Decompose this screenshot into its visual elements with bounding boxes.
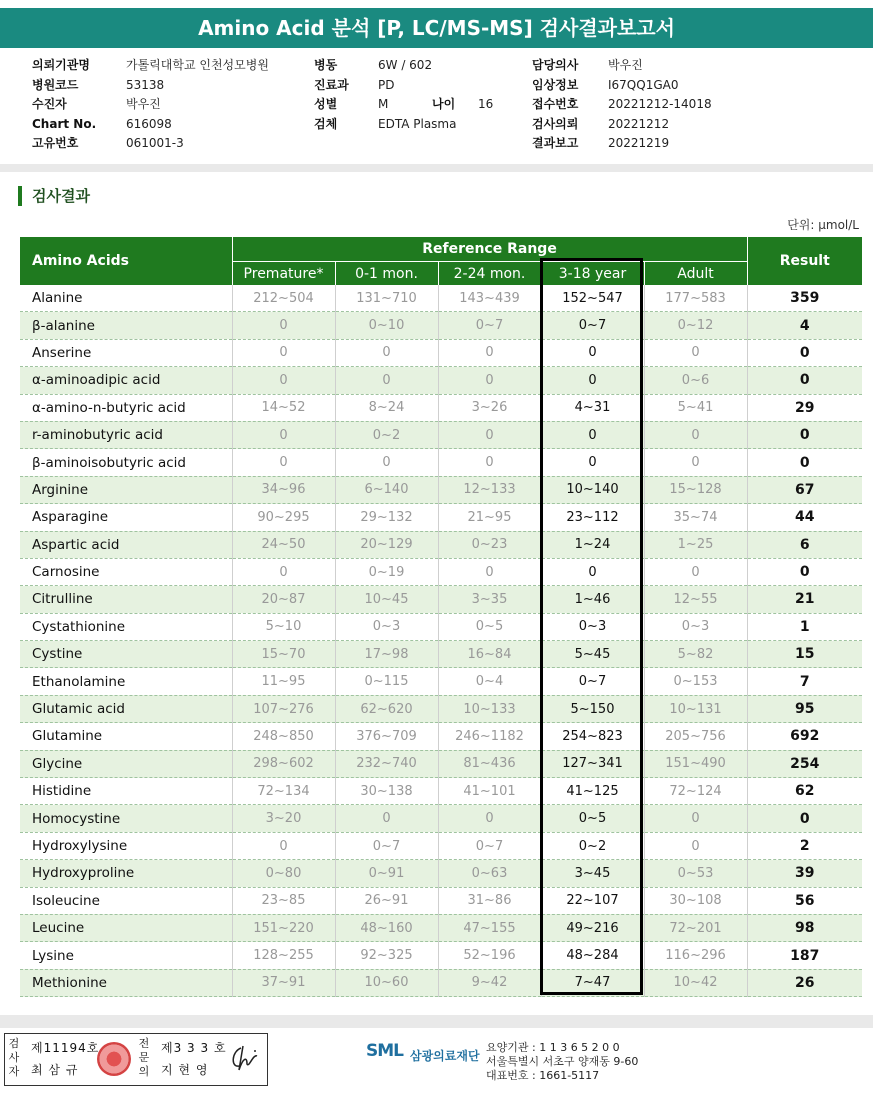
reference-range-cell: 62~620 <box>335 695 438 722</box>
info-value: 20221212-14018 <box>608 97 712 111</box>
header-2-24-mon: 2-24 mon. <box>438 262 541 286</box>
reference-range-cell: 0~3 <box>541 613 644 640</box>
reference-range-cell: 0 <box>438 421 541 448</box>
signature-icon <box>227 1042 263 1074</box>
info-key: 의뢰기관명 <box>32 58 90 72</box>
logo-org: 삼광의료재단 <box>410 1049 480 1063</box>
header-amino-acids: Amino Acids <box>20 237 232 285</box>
reference-range-cell: 0~4 <box>438 668 541 695</box>
reference-range-cell: 3~35 <box>438 586 541 613</box>
reference-range-cell: 0~7 <box>541 312 644 339</box>
reference-range-cell: 41~101 <box>438 778 541 805</box>
info-value: I67QQ1GA0 <box>608 77 679 92</box>
reference-range-cell: 0~5 <box>438 613 541 640</box>
info-key: 나이 <box>432 97 456 111</box>
specialist-name: 지 현 영 <box>161 1063 209 1077</box>
reference-range-cell: 37~91 <box>232 969 335 996</box>
reference-range-cell: 12~55 <box>644 586 747 613</box>
result-cell: 0 <box>747 805 862 832</box>
result-cell: 254 <box>747 750 862 777</box>
reference-range-cell: 26~91 <box>335 887 438 914</box>
info-value: 박우진 <box>608 58 643 72</box>
reference-range-cell: 0 <box>438 367 541 394</box>
reference-range-cell: 205~756 <box>644 723 747 750</box>
specialist-number: 제3 3 3 호 <box>161 1041 227 1055</box>
header-3-18-year: 3-18 year <box>541 262 644 286</box>
result-cell: 7 <box>747 668 862 695</box>
reference-range-cell: 248~850 <box>232 723 335 750</box>
reference-range-cell: 14~52 <box>232 394 335 421</box>
header-result: Result <box>747 237 862 285</box>
header-premature: Premature* <box>232 262 335 286</box>
amino-acid-name: Aspartic acid <box>20 531 232 558</box>
amino-acid-name: Cystathionine <box>20 613 232 640</box>
info-value: 20221219 <box>608 136 670 150</box>
info-row <box>32 56 269 76</box>
reference-range-cell: 23~85 <box>232 887 335 914</box>
reference-range-cell: 131~710 <box>335 285 438 312</box>
info-key: 성별 <box>314 97 338 111</box>
reference-range-cell: 16~84 <box>438 641 541 668</box>
result-cell: 67 <box>747 476 862 503</box>
reference-range-cell: 1~46 <box>541 586 644 613</box>
reference-range-cell: 0 <box>541 449 644 476</box>
reference-range-cell: 47~155 <box>438 914 541 941</box>
reference-range-cell: 107~276 <box>232 695 335 722</box>
amino-acid-name: Carnosine <box>20 558 232 585</box>
info-value: 20221212 <box>608 116 670 131</box>
info-row <box>532 56 712 76</box>
report-title: Amino Acid 분석 [P, LC/MS-MS] 검사결과보고서 <box>0 8 873 48</box>
reference-range-cell: 22~107 <box>541 887 644 914</box>
table-row <box>20 613 862 640</box>
result-cell: 56 <box>747 887 862 914</box>
info-key: Chart No. <box>32 116 97 131</box>
table-row <box>20 832 862 859</box>
address-line: 서울특별시 서초구 양재동 9-60 <box>486 1055 639 1068</box>
reference-range-cell: 0 <box>541 558 644 585</box>
divider-band <box>0 164 873 172</box>
reference-range-cell: 0 <box>438 558 541 585</box>
unit-label: 단위: μmol/L <box>787 218 859 232</box>
table-row <box>20 668 862 695</box>
reference-range-cell: 0~7 <box>335 832 438 859</box>
reference-range-cell: 41~125 <box>541 778 644 805</box>
info-row <box>314 76 493 96</box>
info-col-2 <box>314 56 493 134</box>
reference-range-cell: 0 <box>541 339 644 366</box>
reference-range-cell: 0~3 <box>335 613 438 640</box>
amino-acid-name: Alanine <box>20 285 232 312</box>
reference-range-cell: 0~7 <box>541 668 644 695</box>
reference-range-cell: 20~87 <box>232 586 335 613</box>
reference-range-cell: 0~7 <box>438 832 541 859</box>
table-row <box>20 914 862 941</box>
reference-range-cell: 0 <box>644 339 747 366</box>
amino-acid-name: α-aminoadipic acid <box>20 367 232 394</box>
info-key: 수진자 <box>32 97 67 111</box>
amino-acid-name: Isoleucine <box>20 887 232 914</box>
amino-acid-name: α-amino-n-butyric acid <box>20 394 232 421</box>
table-row <box>20 285 862 312</box>
info-value: EDTA Plasma <box>378 116 457 131</box>
reference-range-cell: 254~823 <box>541 723 644 750</box>
info-row <box>32 134 269 154</box>
reference-range-cell: 0 <box>644 832 747 859</box>
reference-range-cell: 0 <box>335 805 438 832</box>
info-col-1 <box>32 56 269 154</box>
reference-range-cell: 72~201 <box>644 914 747 941</box>
result-cell: 15 <box>747 641 862 668</box>
table-row <box>20 367 862 394</box>
result-cell: 0 <box>747 367 862 394</box>
reference-range-cell: 81~436 <box>438 750 541 777</box>
reference-range-cell: 7~47 <box>541 969 644 996</box>
info-value: 53138 <box>126 77 165 92</box>
reference-range-cell: 5~82 <box>644 641 747 668</box>
reference-range-cell: 0~7 <box>438 312 541 339</box>
footer-band <box>0 1015 873 1028</box>
info-value: M <box>378 97 389 111</box>
results-table <box>20 237 862 997</box>
amino-acid-name: Cystine <box>20 641 232 668</box>
info-value: 6W / 602 <box>378 58 433 72</box>
table-row <box>20 723 862 750</box>
info-row <box>532 76 712 96</box>
reference-range-cell: 3~26 <box>438 394 541 421</box>
table-row <box>20 558 862 585</box>
info-value: 061001-3 <box>126 136 184 150</box>
result-cell: 0 <box>747 339 862 366</box>
table-row <box>20 312 862 339</box>
reference-range-cell: 5~150 <box>541 695 644 722</box>
reference-range-cell: 72~134 <box>232 778 335 805</box>
reference-range-cell: 0 <box>644 805 747 832</box>
info-row <box>314 95 493 115</box>
reference-range-cell: 128~255 <box>232 942 335 969</box>
amino-acid-name: Citrulline <box>20 586 232 613</box>
reference-range-cell: 376~709 <box>335 723 438 750</box>
reference-range-cell: 232~740 <box>335 750 438 777</box>
info-row <box>532 134 712 154</box>
info-key: 검체 <box>314 116 338 131</box>
reference-range-cell: 21~95 <box>438 504 541 531</box>
reference-range-cell: 0 <box>541 367 644 394</box>
reference-range-cell: 35~74 <box>644 504 747 531</box>
reference-range-cell: 10~131 <box>644 695 747 722</box>
table-row <box>20 805 862 832</box>
table-row <box>20 969 862 996</box>
amino-acid-name: Hydroxyproline <box>20 860 232 887</box>
info-value: 박우진 <box>126 97 161 111</box>
reference-range-cell: 10~140 <box>541 476 644 503</box>
result-cell: 62 <box>747 778 862 805</box>
table-row <box>20 942 862 969</box>
table-row <box>20 394 862 421</box>
tester-name: 최 삼 규 <box>31 1063 79 1077</box>
result-cell: 21 <box>747 586 862 613</box>
tester-seal-icon <box>97 1042 131 1076</box>
amino-acid-name: β-alanine <box>20 312 232 339</box>
reference-range-cell: 29~132 <box>335 504 438 531</box>
reference-range-cell: 0 <box>232 832 335 859</box>
reference-range-cell: 0 <box>438 449 541 476</box>
reference-range-cell: 10~60 <box>335 969 438 996</box>
reference-range-cell: 23~112 <box>541 504 644 531</box>
table-row <box>20 641 862 668</box>
info-key: 병원코드 <box>32 77 79 92</box>
info-key: 임상정보 <box>532 77 579 92</box>
result-cell: 0 <box>747 421 862 448</box>
amino-acid-name: Anserine <box>20 339 232 366</box>
reference-range-cell: 4~31 <box>541 394 644 421</box>
amino-acid-name: Hydroxylysine <box>20 832 232 859</box>
info-row <box>314 115 493 135</box>
reference-range-cell: 0 <box>232 312 335 339</box>
reference-range-cell: 0~19 <box>335 558 438 585</box>
amino-acid-name: Histidine <box>20 778 232 805</box>
info-row <box>314 56 493 76</box>
signature-box <box>4 1033 268 1086</box>
amino-acid-name: r-aminobutyric acid <box>20 421 232 448</box>
table-row <box>20 750 862 777</box>
reference-range-cell: 11~95 <box>232 668 335 695</box>
reference-range-cell: 0~5 <box>541 805 644 832</box>
reference-range-cell: 3~20 <box>232 805 335 832</box>
result-cell: 692 <box>747 723 862 750</box>
reference-range-cell: 10~42 <box>644 969 747 996</box>
table-row <box>20 476 862 503</box>
address-block <box>486 1041 638 1083</box>
amino-acid-name: Asparagine <box>20 504 232 531</box>
info-key: 검사의뢰 <box>532 116 579 131</box>
reference-range-cell: 49~216 <box>541 914 644 941</box>
amino-acid-name: Methionine <box>20 969 232 996</box>
reference-range-cell: 48~160 <box>335 914 438 941</box>
reference-range-cell: 143~439 <box>438 285 541 312</box>
reference-range-cell: 298~602 <box>232 750 335 777</box>
reference-range-cell: 0~6 <box>644 367 747 394</box>
result-cell: 26 <box>747 969 862 996</box>
reference-range-cell: 12~133 <box>438 476 541 503</box>
reference-range-cell: 152~547 <box>541 285 644 312</box>
reference-range-cell: 72~124 <box>644 778 747 805</box>
reference-range-cell: 0 <box>438 339 541 366</box>
reference-range-cell: 151~220 <box>232 914 335 941</box>
info-row <box>532 115 712 135</box>
specialist-label: 전문의 <box>138 1037 150 1078</box>
table-row <box>20 887 862 914</box>
table-row <box>20 504 862 531</box>
table-row <box>20 421 862 448</box>
result-cell: 187 <box>747 942 862 969</box>
reference-range-cell: 34~96 <box>232 476 335 503</box>
header-reference-range: Reference Range <box>232 237 747 262</box>
address-line: 요양기관 : 1 1 3 6 5 2 0 0 <box>486 1041 620 1054</box>
result-cell: 39 <box>747 860 862 887</box>
reference-range-cell: 9~42 <box>438 969 541 996</box>
amino-acid-name: Lysine <box>20 942 232 969</box>
info-key: 고유번호 <box>32 136 79 150</box>
reference-range-cell: 0~10 <box>335 312 438 339</box>
reference-range-cell: 5~41 <box>644 394 747 421</box>
result-cell: 95 <box>747 695 862 722</box>
table-row <box>20 586 862 613</box>
reference-range-cell: 0 <box>644 449 747 476</box>
reference-range-cell: 0 <box>335 367 438 394</box>
result-cell: 1 <box>747 613 862 640</box>
amino-acid-name: Glutamic acid <box>20 695 232 722</box>
reference-range-cell: 0~91 <box>335 860 438 887</box>
reference-range-cell: 127~341 <box>541 750 644 777</box>
table-row <box>20 695 862 722</box>
reference-range-cell: 0~2 <box>541 832 644 859</box>
reference-range-cell: 5~45 <box>541 641 644 668</box>
reference-range-cell: 30~138 <box>335 778 438 805</box>
amino-acid-name: Glutamine <box>20 723 232 750</box>
reference-range-cell: 24~50 <box>232 531 335 558</box>
reference-range-cell: 10~133 <box>438 695 541 722</box>
reference-range-cell: 0 <box>232 339 335 366</box>
header-adult: Adult <box>644 262 747 286</box>
info-row <box>32 115 269 135</box>
reference-range-cell: 0~115 <box>335 668 438 695</box>
table-row <box>20 531 862 558</box>
table-row <box>20 449 862 476</box>
info-key: 결과보고 <box>532 136 579 150</box>
reference-range-cell: 3~45 <box>541 860 644 887</box>
info-row <box>32 76 269 96</box>
reference-range-cell: 0 <box>644 558 747 585</box>
amino-acid-name: Glycine <box>20 750 232 777</box>
reference-range-cell: 151~490 <box>644 750 747 777</box>
reference-range-cell: 6~140 <box>335 476 438 503</box>
reference-range-cell: 0~3 <box>644 613 747 640</box>
info-col-3 <box>532 56 712 154</box>
reference-range-cell: 246~1182 <box>438 723 541 750</box>
amino-acid-name: β-aminoisobutyric acid <box>20 449 232 476</box>
amino-acid-name: Arginine <box>20 476 232 503</box>
header-0-1-mon: 0-1 mon. <box>335 262 438 286</box>
reference-range-cell: 20~129 <box>335 531 438 558</box>
section-title: 검사결과 <box>18 186 90 206</box>
result-cell: 2 <box>747 832 862 859</box>
reference-range-cell: 0~153 <box>644 668 747 695</box>
address-line: 대표번호 : 1661-5117 <box>486 1069 600 1082</box>
reference-range-cell: 31~86 <box>438 887 541 914</box>
info-value: 가톨릭대학교 인천성모병원 <box>126 58 269 72</box>
info-row <box>532 95 712 115</box>
reference-range-cell: 5~10 <box>232 613 335 640</box>
info-key: 담당의사 <box>532 58 579 72</box>
reference-range-cell: 1~25 <box>644 531 747 558</box>
tester-number: 제11194호 <box>31 1041 100 1055</box>
table-row <box>20 778 862 805</box>
result-cell: 98 <box>747 914 862 941</box>
reference-range-cell: 0 <box>232 367 335 394</box>
result-cell: 29 <box>747 394 862 421</box>
result-cell: 44 <box>747 504 862 531</box>
reference-range-cell: 0 <box>232 421 335 448</box>
reference-range-cell: 52~196 <box>438 942 541 969</box>
reference-range-cell: 92~325 <box>335 942 438 969</box>
info-value: 616098 <box>126 116 172 131</box>
reference-range-cell: 0 <box>232 558 335 585</box>
reference-range-cell: 15~70 <box>232 641 335 668</box>
info-key: 진료과 <box>314 77 349 92</box>
amino-acid-name: Leucine <box>20 914 232 941</box>
tester-label: 검사자 <box>8 1037 20 1078</box>
reference-range-cell: 1~24 <box>541 531 644 558</box>
result-cell: 0 <box>747 449 862 476</box>
reference-range-cell: 0 <box>335 339 438 366</box>
info-row <box>32 95 269 115</box>
reference-range-cell: 0~80 <box>232 860 335 887</box>
reference-range-cell: 30~108 <box>644 887 747 914</box>
reference-range-cell: 0~12 <box>644 312 747 339</box>
reference-range-cell: 48~284 <box>541 942 644 969</box>
reference-range-cell: 0~23 <box>438 531 541 558</box>
reference-range-cell: 116~296 <box>644 942 747 969</box>
reference-range-cell: 0 <box>438 805 541 832</box>
amino-acid-name: Homocystine <box>20 805 232 832</box>
result-cell: 359 <box>747 285 862 312</box>
reference-range-cell: 10~45 <box>335 586 438 613</box>
table-row <box>20 339 862 366</box>
reference-range-cell: 90~295 <box>232 504 335 531</box>
reference-range-cell: 0 <box>232 449 335 476</box>
logo-mark: SML <box>366 1041 403 1061</box>
reference-range-cell: 0 <box>335 449 438 476</box>
info-value: 16 <box>478 97 494 111</box>
reference-range-cell: 0~63 <box>438 860 541 887</box>
reference-range-cell: 212~504 <box>232 285 335 312</box>
result-cell: 4 <box>747 312 862 339</box>
info-value: PD <box>378 77 395 92</box>
info-key: 접수번호 <box>532 97 579 111</box>
reference-range-cell: 15~128 <box>644 476 747 503</box>
result-cell: 6 <box>747 531 862 558</box>
reference-range-cell: 8~24 <box>335 394 438 421</box>
table-row <box>20 860 862 887</box>
reference-range-cell: 0 <box>541 421 644 448</box>
sml-logo <box>366 1041 480 1063</box>
amino-acid-name: Ethanolamine <box>20 668 232 695</box>
reference-range-cell: 0 <box>644 421 747 448</box>
result-cell: 0 <box>747 558 862 585</box>
reference-range-cell: 0~2 <box>335 421 438 448</box>
reference-range-cell: 177~583 <box>644 285 747 312</box>
reference-range-cell: 17~98 <box>335 641 438 668</box>
reference-range-cell: 0~53 <box>644 860 747 887</box>
info-key: 병동 <box>314 58 338 72</box>
